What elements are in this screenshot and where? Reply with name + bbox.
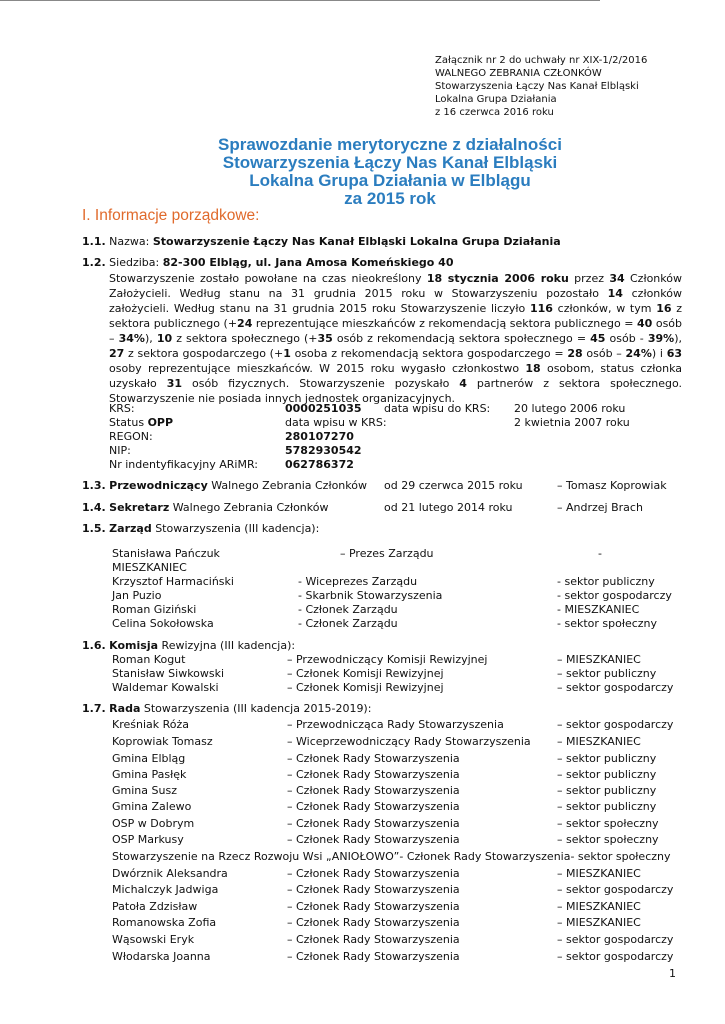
board-member-name: Jan Puzio — [112, 589, 162, 602]
secretary-since: od 21 lutego 2014 roku — [384, 501, 513, 514]
text: 45 — [590, 332, 606, 345]
text: Status — [109, 416, 148, 429]
opp-date: 2 kwietnia 2007 roku — [514, 416, 630, 429]
council-member-sector: – sektor gospodarczy — [557, 933, 674, 946]
text: 24% — [625, 347, 652, 360]
header-assembly-line: WALNEGO ZEBRANIA CZŁONKÓW — [435, 68, 602, 79]
text: 24 — [237, 317, 253, 330]
secretary-person: – Andrzej Brach — [557, 501, 643, 514]
page-number: 1 — [669, 967, 676, 980]
council-member-sector: – sektor gospodarczy — [557, 950, 674, 963]
item-rest: Walnego Zebrania Członków — [207, 479, 367, 492]
nip-label: NIP: — [109, 444, 131, 457]
council-member-sector: – sektor publiczny — [557, 800, 657, 813]
text: osób - — [605, 332, 648, 345]
item-1-1 — [82, 235, 561, 249]
council-member-name: Gmina Zalewo — [112, 800, 192, 813]
council-member-role: – Przewodnicząca Rady Stowarzyszenia — [287, 718, 504, 731]
text: ), — [144, 332, 157, 345]
audit-member-sector: – sektor gospodarczy — [557, 681, 674, 694]
board-member-sector: - sektor publiczny — [557, 575, 655, 588]
board-member-sector: - MIESZKANIEC — [557, 603, 640, 616]
council-member-sector: – sektor gospodarczy — [557, 718, 674, 731]
item-rest: Walnego Zebrania Członków — [169, 501, 329, 514]
council-member-sector: – MIESZKANIEC — [557, 867, 641, 880]
council-member-sector: – MIESZKANIEC — [557, 900, 641, 913]
board-member-name: Stanisława Pańczuk — [112, 547, 220, 560]
council-member-role: – Członek Rady Stowarzyszenia — [287, 833, 460, 846]
item-rest: Rewizyjna (III kadencja): — [158, 639, 296, 652]
board-member-name: Krzysztof Harmaciński — [112, 575, 234, 588]
header-lgd-line: Lokalna Grupa Działania — [435, 94, 557, 105]
chairman-since: od 29 czerwca 2015 roku — [384, 479, 523, 492]
title-line-2: Stowarzyszenia Łączy Nas Kanał Elbląski — [222, 153, 558, 172]
board-member-sector: - sektor społeczny — [557, 617, 658, 630]
text: osoba z rekomendacją sektora gospodarczego = — [290, 347, 568, 360]
council-member-role: – Członek Rady Stowarzyszenia — [287, 867, 460, 880]
text: z sektora społecznego (+ — [172, 332, 318, 345]
item-1-3 — [82, 479, 367, 493]
council-member-sector: – sektor społeczny — [557, 817, 659, 830]
item-number: 1.7. — [82, 702, 106, 715]
council-member-role: – Członek Rady Stowarzyszenia — [287, 784, 460, 797]
item-label: Przewodniczący — [109, 479, 208, 492]
header-attachment-line: Załącznik nr 2 do uchwały nr XIX-1/2/2016 — [435, 55, 648, 66]
board-member-sector: MIESZKANIEC — [112, 561, 187, 574]
item-number: 1.5. — [82, 522, 106, 535]
title-line-1: Sprawozdanie merytoryczne z działalności — [218, 135, 562, 154]
title-line-4: za 2015 rok — [344, 189, 436, 208]
header-association-line: Stowarzyszenia Łączy Nas Kanał Elbląski — [435, 81, 639, 92]
text: osoby reprezentujące mieszkańców. W 2015 roku wygasło członkostwo — [109, 362, 526, 375]
item-number: 1.4. — [82, 501, 106, 514]
item-1-2 — [82, 256, 453, 270]
item-number: 1.2. — [82, 256, 106, 269]
regon-value: 280107270 — [285, 430, 354, 443]
item-label: Komisja — [109, 639, 159, 652]
nip-value: 5782930542 — [285, 444, 362, 457]
council-member-name: Gmina Susz — [112, 784, 177, 797]
item-1-6 — [82, 639, 295, 653]
item-rest: Stowarzyszenia (III kadencja): — [151, 522, 320, 535]
text: osób – — [109, 317, 683, 345]
council-member-role: – Członek Rady Stowarzyszenia — [287, 817, 460, 830]
item-label: Sekretarz — [109, 501, 170, 514]
text: osób z rekomendacją sektora społecznego = — [332, 332, 591, 345]
item-1-7 — [82, 702, 371, 716]
text: 10 — [156, 332, 173, 345]
item-label: Rada — [109, 702, 141, 715]
council-member-name: OSP Markusy — [112, 833, 184, 846]
text: ) i — [651, 347, 667, 360]
item-number: 1.6. — [82, 639, 106, 652]
membership-paragraph — [109, 271, 682, 406]
text: 34 — [609, 272, 625, 285]
text: osób fizycznych. Stowarzyszenie pozyskało — [182, 377, 460, 390]
section-heading: I. Informacje porządkowe: — [82, 207, 260, 224]
text: Stowarzyszenie zostało powołane na czas nieokreślony — [109, 272, 427, 285]
council-member-sector: – sektor gospodarczy — [557, 883, 674, 896]
board-member-dash: - — [598, 547, 602, 560]
item-rest: Stowarzyszenia (III kadencja 2015-2019): — [140, 702, 372, 715]
council-member-role: – Członek Rady Stowarzyszenia — [287, 800, 460, 813]
text: 18 stycznia 2006 roku — [426, 272, 569, 285]
council-member-sector: – sektor publiczny — [557, 768, 657, 781]
council-member-role: – Członek Rady Stowarzyszenia — [287, 768, 460, 781]
text: z sektora publicznego (+ — [109, 302, 682, 330]
arimr-label: Nr indentyfikacyjny ARiMR: — [109, 458, 258, 471]
regon-label: REGON: — [109, 430, 153, 443]
text: 116 — [529, 302, 553, 315]
council-member-name: Gmina Elbląg — [112, 752, 186, 765]
board-member-role: - Członek Zarządu — [298, 603, 398, 616]
text: partnerów z sektora społecznego. Stowarzyszenie nie posiada innych jednostek organizacyjnych. — [109, 377, 683, 405]
text: 34% — [118, 332, 145, 345]
board-member-role: - Skarbnik Stowarzyszenia — [298, 589, 443, 602]
council-member-name: Włodarska Joanna — [112, 950, 211, 963]
text: 35 — [317, 332, 333, 345]
council-member-sector: – MIESZKANIEC — [557, 735, 641, 748]
item-label: Nazwa: — [109, 235, 150, 248]
seat-address: 82-300 Elbląg, ul. Jana Amosa Komeńskiego 40 — [162, 256, 454, 269]
arimr-value: 062786372 — [285, 458, 354, 471]
text: członków założycieli. Według stanu na 31 grudnia 2015 roku Stowarzyszenie liczyło — [109, 287, 682, 315]
item-number: 1.1. — [82, 235, 106, 248]
text: ), — [674, 332, 682, 345]
board-member-role: - Członek Zarządu — [298, 617, 398, 630]
council-member-sector: – sektor publiczny — [557, 752, 657, 765]
council-member-name: Kreśniak Róża — [112, 718, 190, 731]
opp-label — [109, 416, 173, 430]
text: 40 — [637, 317, 653, 330]
item-number: 1.3. — [82, 479, 106, 492]
header-date-line: z 16 czerwca 2016 roku — [435, 107, 554, 118]
council-member-name: Romanowska Zofia — [112, 916, 217, 929]
board-member-role: – Prezes Zarządu — [340, 547, 434, 560]
council-member-role: – Członek Rady Stowarzyszenia — [287, 883, 460, 896]
council-member-name: Patoła Zdzisław — [112, 900, 198, 913]
audit-member-sector: – MIESZKANIEC — [557, 653, 641, 666]
text: 63 — [666, 347, 683, 360]
council-member-role: – Wiceprzewodniczący Rady Stowarzyszenia — [287, 735, 531, 748]
item-1-5 — [82, 522, 319, 536]
text: OPP — [147, 416, 174, 429]
council-member-name: Koprowiak Tomasz — [112, 735, 213, 748]
item-label: Zarząd — [109, 522, 152, 535]
text: 14 — [607, 287, 623, 300]
council-member-sector: – sektor publiczny — [557, 784, 657, 797]
board-member-name: Roman Giziński — [112, 603, 197, 616]
text: osobom, status członka uzyskało — [109, 362, 682, 390]
text: z sektora gospodarczego (+ — [124, 347, 284, 360]
text: 18 — [525, 362, 541, 375]
board-member-role: - Wiceprezes Zarządu — [298, 575, 418, 588]
text: przez — [568, 272, 610, 285]
item-1-4 — [82, 501, 328, 515]
council-member-name: OSP w Dobrym — [112, 817, 195, 830]
audit-member-name: Waldemar Kowalski — [112, 681, 219, 694]
text: 27 — [109, 347, 125, 360]
council-member-aniolowo: Stowarzyszenie na Rzecz Rozwoju Wsi „ANIOŁOWO”- Członek Rady Stowarzyszenia- sektor społeczny — [112, 850, 671, 863]
text: członków, w tym — [552, 302, 657, 315]
text: 4 — [459, 377, 467, 390]
council-member-role: – Członek Rady Stowarzyszenia — [287, 900, 460, 913]
krs-date-label: data wpisu do KRS: — [384, 402, 491, 415]
text: osób – — [582, 347, 626, 360]
council-member-sector: – MIESZKANIEC — [557, 916, 641, 929]
text: 31 — [166, 377, 183, 390]
audit-member-name: Stanisław Siwkowski — [112, 667, 225, 680]
krs-value: 0000251035 — [285, 402, 362, 415]
krs-date: 20 lutego 2006 roku — [514, 402, 626, 415]
item-label: Siedziba: — [109, 256, 160, 269]
council-member-role: – Członek Rady Stowarzyszenia — [287, 916, 460, 929]
board-member-name: Celina Sokołowska — [112, 617, 214, 630]
board-member-sector: - sektor gospodarczy — [557, 589, 672, 602]
council-member-name: Wąsowski Eryk — [112, 933, 195, 946]
audit-member-role: – Przewodniczący Komisji Rewizyjnej — [287, 653, 488, 666]
association-name: Stowarzyszenie Łączy Nas Kanał Elbląski Lokalna Grupa Działania — [152, 235, 561, 248]
header-divider — [0, 0, 600, 1]
council-member-name: Michalczyk Jadwiga — [112, 883, 219, 896]
text: 1 — [283, 347, 291, 360]
chairman-person: – Tomasz Koprowiak — [557, 479, 667, 492]
text: 28 — [567, 347, 583, 360]
krs-label: KRS: — [109, 402, 135, 415]
title-line-3: Lokalna Grupa Działania w Elblągu — [249, 171, 531, 190]
audit-member-sector: – sektor publiczny — [557, 667, 657, 680]
council-member-role: – Członek Rady Stowarzyszenia — [287, 950, 460, 963]
council-member-role: – Członek Rady Stowarzyszenia — [287, 933, 460, 946]
council-member-sector: – sektor społeczny — [557, 833, 659, 846]
audit-member-role: – Członek Komisji Rewizyjnej — [287, 681, 444, 694]
text: 16 — [656, 302, 672, 315]
audit-member-role: – Członek Komisji Rewizyjnej — [287, 667, 444, 680]
text: Członków Założycieli. Według stanu na 31 grudnia 2015 roku w Stowarzyszeniu pozostało — [109, 272, 682, 300]
council-member-name: Dwórznik Aleksandra — [112, 867, 228, 880]
text: 39% — [647, 332, 675, 345]
opp-date-label: data wpisu w KRS: — [285, 416, 387, 429]
council-member-name: Gmina Pasłęk — [112, 768, 187, 781]
council-member-role: – Członek Rady Stowarzyszenia — [287, 752, 460, 765]
text: reprezentujące mieszkańców z rekomendacją sektora publicznego = — [252, 317, 637, 330]
audit-member-name: Roman Kogut — [112, 653, 186, 666]
